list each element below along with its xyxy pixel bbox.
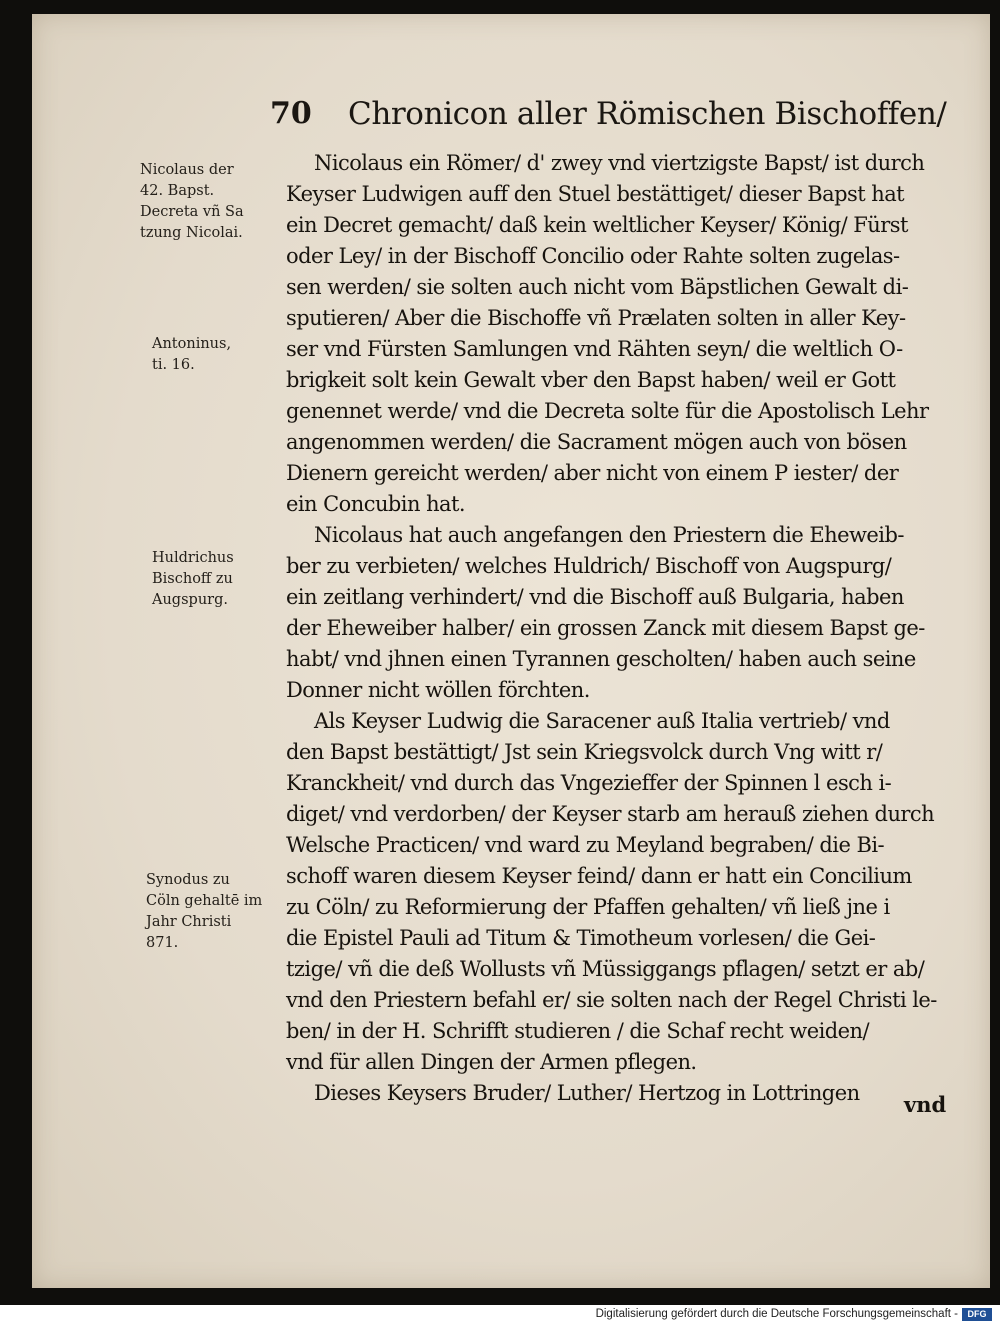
page-number: 70 (270, 96, 312, 131)
text-line: habt/ vnd jhnen einen Tyrannen gescholten/ haben auch seine (286, 647, 916, 671)
text-line: tzige/ vñ die deß Wollusts vñ Müssiggangs pflagen/ setzt er ab/ (286, 957, 925, 981)
margin-note-line: Nicolaus der (140, 162, 234, 178)
margin-note-line: Cöln gehaltē im (146, 893, 263, 909)
text-line: den Bapst bestättigt/ Jst sein Kriegsvolck durch Vng witt r/ (286, 740, 883, 764)
dfg-logo: DFG (962, 1308, 992, 1321)
text-line: vnd für allen Dingen der Armen pflegen. (286, 1050, 697, 1074)
margin-note-line: 42. Bapst. (140, 183, 215, 199)
text-line: Nicolaus hat auch angefangen den Priestern die Eheweib- (314, 523, 904, 547)
text-line: Donner nicht wöllen förchten. (286, 678, 590, 702)
margin-note-huldrichus (152, 548, 234, 611)
text-line: ein Decret gemacht/ daß kein weltlicher Keyser/ König/ Fürst (286, 213, 908, 237)
margin-note-line: Synodus zu (146, 872, 230, 888)
text-line: Welsche Practicen/ vnd ward zu Meyland begraben/ die Bi- (286, 833, 885, 857)
footer-bar (0, 1305, 1000, 1325)
text-line: zu Cöln/ zu Reformierung der Pfaffen gehalten/ vñ ließ jne i (286, 895, 890, 919)
footer-credit: Digitalisierung gefördert durch die Deutsche Forschungsgemeinschaft - (595, 1308, 958, 1320)
catchword: vnd (904, 1092, 947, 1117)
text-line: angenommen werden/ die Sacrament mögen auch von bösen (286, 430, 907, 454)
text-line: Dieses Keysers Bruder/ Luther/ Hertzog in Lottringen (314, 1081, 860, 1105)
margin-note-line: Jahr Christi (146, 914, 232, 930)
text-line: Kranckheit/ vnd durch das Vngezieffer der Spinnen l esch i- (286, 771, 892, 795)
body-text (286, 148, 966, 1109)
text-line: Keyser Ludwigen auff den Stuel bestättiget/ dieser Bapst hat (286, 182, 905, 206)
text-line: diget/ vnd verdorben/ der Keyser starb am herauß ziehen durch (286, 802, 935, 826)
margin-note-nicolaus (140, 160, 244, 244)
text-line: vnd den Priestern befahl er/ sie solten nach der Regel Christi le- (286, 988, 937, 1012)
text-line: der Eheweiber halber/ ein grossen Zanck mit diesem Bapst ge- (286, 616, 925, 640)
text-line: ber zu verbieten/ welches Huldrich/ Bischoff von Augspurg/ (286, 554, 892, 578)
text-line: Dienern gereicht werden/ aber nicht von einem P iester/ der (286, 461, 899, 485)
text-line: ben/ in der H. Schrifft studieren / die Schaf recht weiden/ (286, 1019, 870, 1043)
text-line: die Epistel Pauli ad Titum & Timotheum vorlesen/ die Gei- (286, 926, 876, 950)
margin-note-line: 871. (146, 935, 179, 951)
text-line: schoff waren diesem Keyser feind/ dann er hatt ein Concilium (286, 864, 912, 888)
margin-note-line: Antoninus, (152, 336, 232, 352)
text-line: Als Keyser Ludwig die Saracener auß Italia vertrieb/ vnd (314, 709, 890, 733)
text-line: Nicolaus ein Römer/ d' zwey vnd viertzigste Bapst/ ist durch (314, 151, 925, 175)
margin-note-line: Augspurg. (152, 592, 228, 608)
text-line: brigkeit solt kein Gewalt vber den Bapst haben/ weil er Gott (286, 368, 896, 392)
margin-note-line: tzung Nicolai. (140, 225, 243, 241)
text-line: ein zeitlang verhindert/ vnd die Bischoff auß Bulgaria, haben (286, 585, 904, 609)
running-title: Chronicon aller Römischen Bischoffen/ (348, 96, 947, 132)
margin-note-line: Decreta vñ Sa (140, 204, 244, 220)
text-line: sputieren/ Aber die Bischoffe vñ Prælaten solten in aller Key- (286, 306, 906, 330)
margin-note-line: Bischoff zu (152, 571, 233, 587)
text-line: ser vnd Fürsten Samlungen vnd Rähten seyn/ die weltlich O- (286, 337, 903, 361)
text-line: ein Concubin hat. (286, 492, 466, 516)
text-line: sen werden/ sie solten auch nicht vom Bäpstlichen Gewalt di- (286, 275, 909, 299)
text-line: oder Ley/ in der Bischoff Concilio oder Rahte solten zugelas- (286, 244, 900, 268)
margin-note-synodus (146, 870, 262, 954)
margin-note-antoninus (152, 334, 231, 376)
text-line: genennet werde/ vnd die Decreta solte für die Apostolisch Lehr (286, 399, 929, 423)
margin-note-line: ti. 16. (152, 357, 195, 373)
margin-note-line: Huldrichus (152, 550, 234, 566)
